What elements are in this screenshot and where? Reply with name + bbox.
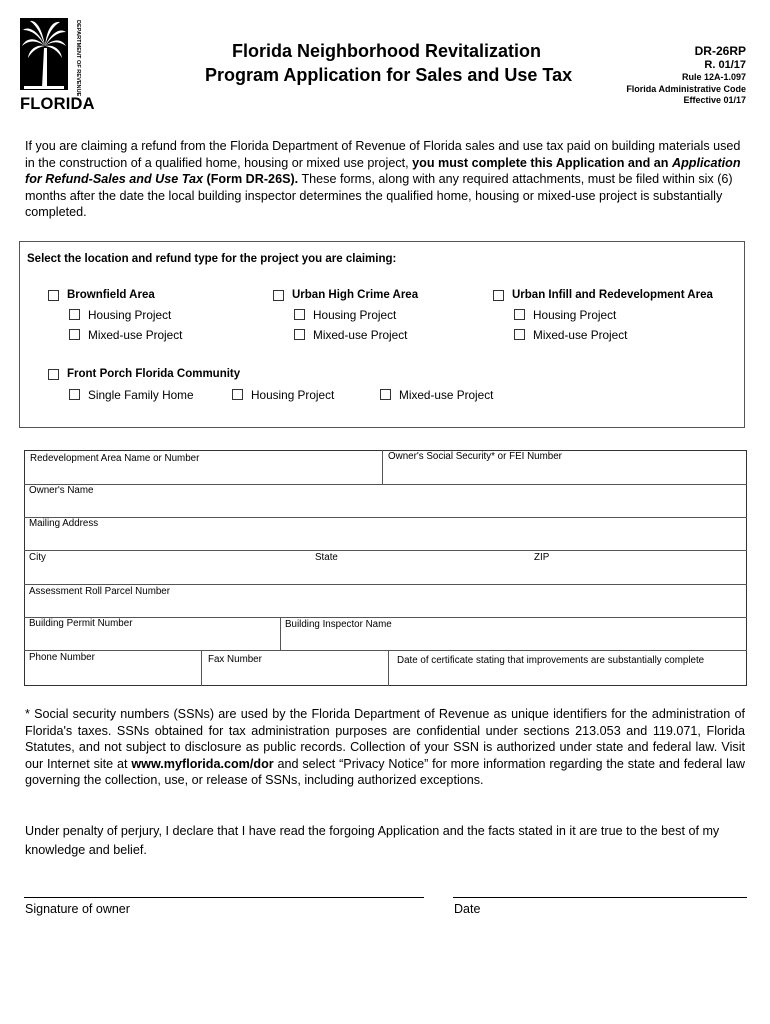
urban-crime-mixed-checkbox[interactable] (294, 329, 305, 340)
grid-divider (280, 617, 281, 650)
urban-infill-label: Urban Infill and Redevelopment Area (512, 289, 713, 301)
urban-crime-housing-checkbox[interactable] (294, 309, 305, 320)
logo-florida-word: FLORIDA (20, 95, 95, 113)
parcel-number-field[interactable]: Assessment Roll Parcel Number (29, 586, 171, 597)
brownfield-label: Brownfield Area (67, 289, 155, 301)
intro-form-name: Application for Refund-Sales and Use Tax (25, 155, 741, 186)
grid-divider (388, 650, 389, 686)
grid-divider (382, 450, 383, 484)
intro-paragraph (25, 138, 747, 221)
form-admin-code: Florida Administrative Code (626, 83, 746, 94)
permit-number-field[interactable]: Building Permit Number (29, 618, 133, 629)
redevelopment-area-field[interactable]: Redevelopment Area Name or Number (30, 453, 200, 464)
brownfield-housing-checkbox[interactable] (69, 309, 80, 320)
fax-number-field[interactable]: Fax Number (208, 654, 262, 665)
urban-infill-mixed-checkbox[interactable] (514, 329, 525, 340)
selection-heading: Select the location and refund type for the project you are claiming: (27, 253, 397, 265)
ssn-disclosure-paragraph (25, 706, 745, 789)
mailing-address-field[interactable]: Mailing Address (29, 518, 99, 529)
form-code-block (626, 44, 746, 107)
form-title-line2: Program Application for Sales and Use Tax (205, 65, 573, 85)
certificate-date-field[interactable]: Date of certificate stating that improvements are substantially complete (397, 655, 705, 666)
ssn-text-1: * Social security numbers (SSNs) are used by the Florida Department of Revenue as unique identifiers for the administration of Florida's taxes. SSNs obtained for tax administration purposes are confidential under sections 213.053 and 119.071, Florida Statutes, and not subject to disclosure as public records. Collection of your SSN is authorized under state and federal law. Visit our Internet site at (25, 707, 745, 771)
front-porch-single-family-label: Single Family Home (88, 388, 194, 402)
owner-name-field[interactable]: Owner's Name (29, 485, 94, 496)
front-porch-checkbox[interactable] (48, 369, 59, 380)
form-title-line1: Florida Neighborhood Revitalization (232, 41, 542, 61)
zip-field[interactable]: ZIP (534, 552, 550, 563)
urban-infill-housing-label: Housing Project (533, 308, 617, 322)
brownfield-housing-label: Housing Project (88, 308, 172, 322)
phone-number-field[interactable]: Phone Number (29, 652, 95, 663)
front-porch-housing-label: Housing Project (251, 388, 335, 402)
grid-divider (24, 650, 747, 651)
perjury-statement: Under penalty of perjury, I declare that I have read the forgoing Application and the facts stated in it are true to the best of my knowledge and belief. (25, 824, 720, 857)
dor-website-link[interactable]: www.myflorida.com/dor (131, 756, 274, 771)
urban-crime-mixed-label: Mixed-use Project (313, 328, 408, 342)
urban-crime-checkbox[interactable] (273, 290, 284, 301)
front-porch-mixed-checkbox[interactable] (380, 389, 391, 400)
inspector-name-field[interactable]: Building Inspector Name (285, 619, 392, 630)
intro-text-1: If you are claiming a refund from the Florida Department of Revenue of Florida sales and use tax paid on building materials used in the construction of a qualified home, housing or mixed use project, (25, 139, 741, 170)
intro-text-2: These forms, along with any required attachments, must be filed within six (6) months after the date the local building inspector determines the qualified home, housing or mixed-use project is substantially completed. (25, 172, 733, 219)
grid-divider (24, 584, 747, 585)
form-effective-date: Effective 01/17 (683, 95, 746, 105)
front-porch-single-family-checkbox[interactable] (69, 389, 80, 400)
urban-infill-housing-checkbox[interactable] (514, 309, 525, 320)
form-number: DR-26RP (694, 44, 746, 58)
grid-divider (24, 517, 747, 518)
front-porch-mixed-label: Mixed-use Project (399, 388, 494, 402)
form-rule: Rule 12A-1.097 (681, 72, 746, 82)
brownfield-mixed-checkbox[interactable] (69, 329, 80, 340)
city-field[interactable]: City (29, 552, 46, 563)
urban-crime-housing-label: Housing Project (313, 308, 397, 322)
palm-tree-logo-icon (20, 18, 84, 96)
florida-dor-logo (20, 18, 95, 114)
owner-signature-line[interactable] (24, 897, 424, 898)
grid-divider (201, 650, 202, 686)
logo-vertical-text: DEPARTMENT OF REVENUE (75, 20, 81, 96)
owner-ssn-field[interactable]: Owner's Social Security* or FEI Number (388, 451, 562, 462)
grid-divider (24, 484, 747, 485)
intro-bold-1: you must complete this Application and an (412, 155, 672, 170)
state-field[interactable]: State (315, 552, 338, 563)
urban-infill-mixed-label: Mixed-use Project (533, 328, 628, 342)
ssn-text-2: and select “Privacy Notice” for more information regarding the state and federal law governing the collection, use, or release of SSNs, including authorized exceptions. (25, 756, 745, 787)
brownfield-checkbox[interactable] (48, 290, 59, 301)
urban-crime-label: Urban High Crime Area (292, 289, 419, 301)
brownfield-mixed-label: Mixed-use Project (88, 328, 183, 342)
date-signature-line[interactable] (453, 897, 747, 898)
grid-divider (24, 550, 747, 551)
owner-signature-label: Signature of owner (25, 902, 130, 916)
urban-infill-checkbox[interactable] (493, 290, 504, 301)
front-porch-housing-checkbox[interactable] (232, 389, 243, 400)
front-porch-label: Front Porch Florida Community (67, 368, 241, 380)
form-revision: R. 01/17 (704, 59, 746, 71)
intro-bold-2: (Form DR-26S). (203, 172, 299, 186)
date-label: Date (454, 902, 481, 916)
